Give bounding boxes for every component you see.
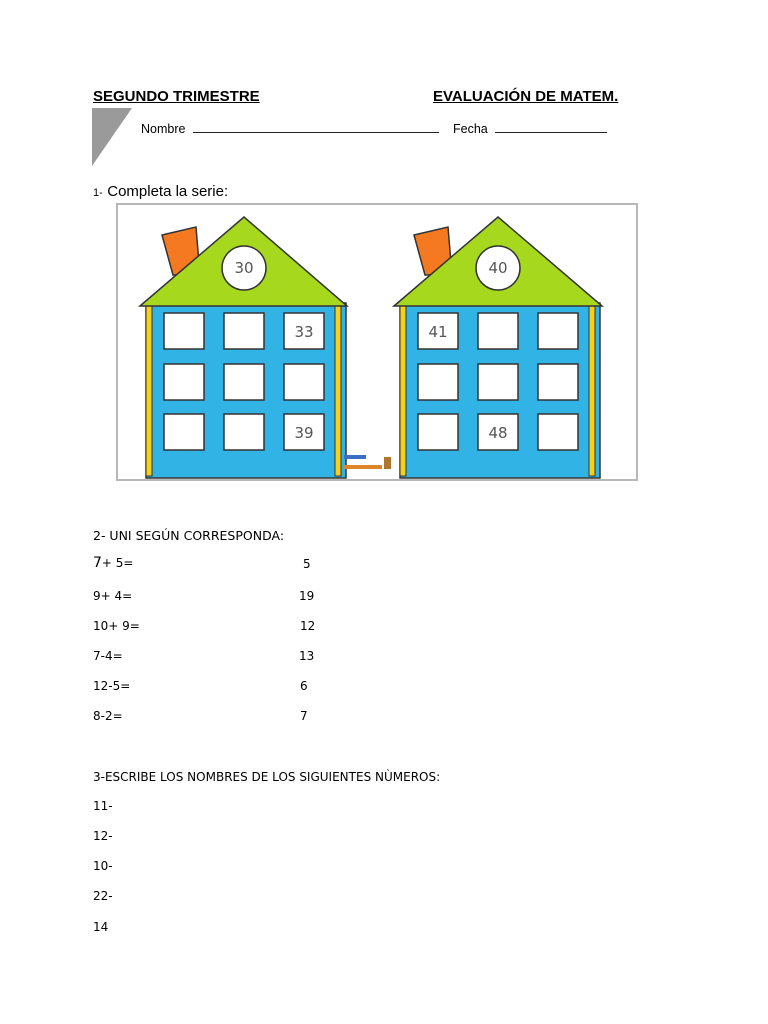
q2-right-item[interactable]: 5 bbox=[303, 557, 311, 571]
date-label: Fecha bbox=[453, 122, 488, 136]
q2-left-item[interactable]: 9+ 4= bbox=[93, 589, 133, 603]
house-2-roof-number: 40 bbox=[488, 259, 508, 277]
q3-item: 12- bbox=[93, 829, 113, 843]
q2-left-item[interactable] bbox=[93, 555, 133, 571]
house-2-cell[interactable] bbox=[478, 313, 518, 349]
house-2-cell[interactable] bbox=[418, 364, 458, 400]
q2-left-item[interactable]: 7-4= bbox=[93, 649, 123, 663]
q2-right-item[interactable]: 12 bbox=[300, 619, 316, 633]
q2-right-item[interactable]: 7 bbox=[300, 709, 308, 723]
house-1-roof-number: 30 bbox=[234, 259, 254, 277]
q1-number: 1- bbox=[93, 187, 103, 199]
house-1-cell[interactable] bbox=[164, 364, 204, 400]
house-2-cell[interactable] bbox=[538, 364, 578, 400]
house-1-cell[interactable] bbox=[284, 364, 324, 400]
q3-item: 14 bbox=[93, 920, 109, 934]
house-1-cell-text: 33 bbox=[294, 323, 314, 341]
name-line bbox=[193, 132, 439, 133]
q3-item: 10- bbox=[93, 859, 113, 873]
corner-fold-shape bbox=[92, 108, 132, 166]
name-label: Nombre bbox=[141, 122, 186, 136]
house-1-cell[interactable] bbox=[224, 364, 264, 400]
q2-left-text: + 5= bbox=[101, 556, 134, 570]
house-1-cell[interactable] bbox=[224, 313, 264, 349]
q2-left-item[interactable]: 10+ 9= bbox=[93, 619, 140, 633]
q1-heading bbox=[93, 183, 228, 201]
house-1-cell-text: 39 bbox=[294, 424, 314, 442]
q2-left-item[interactable]: 12-5= bbox=[93, 679, 131, 693]
houses-picture bbox=[116, 203, 638, 481]
house-2-cell[interactable] bbox=[478, 364, 518, 400]
q2-right-item[interactable]: 19 bbox=[299, 589, 315, 603]
q3-title: 3-ESCRIBE LOS NOMBRES DE LOS SIGUIENTES NÙMEROS: bbox=[93, 770, 441, 784]
title-left: SEGUNDO TRIMESTRE bbox=[93, 88, 260, 105]
q3-item: 11- bbox=[93, 799, 113, 813]
q2-right-item[interactable]: 6 bbox=[300, 679, 308, 693]
house-2-cell[interactable] bbox=[418, 414, 458, 450]
date-line bbox=[495, 132, 607, 133]
title-right: EVALUACIÓN DE MATEM. bbox=[433, 88, 619, 105]
q3-item: 22- bbox=[93, 889, 113, 903]
q2-right-item[interactable]: 13 bbox=[299, 649, 315, 663]
house-2-cell[interactable] bbox=[538, 414, 578, 450]
house-2-cell-text: 41 bbox=[428, 323, 448, 341]
q2-left-item[interactable]: 8-2= bbox=[93, 709, 123, 723]
q2-left-big: 7 bbox=[93, 555, 102, 571]
q2-title: 2- UNI SEGÚN CORRESPONDA: bbox=[93, 528, 285, 543]
house-2-cell[interactable] bbox=[538, 313, 578, 349]
q1-text: Completa la serie: bbox=[107, 183, 229, 200]
house-1-cell[interactable] bbox=[224, 414, 264, 450]
house-1-cell[interactable] bbox=[164, 414, 204, 450]
house-1-cell[interactable] bbox=[164, 313, 204, 349]
house-2-cell-text: 48 bbox=[488, 424, 508, 442]
